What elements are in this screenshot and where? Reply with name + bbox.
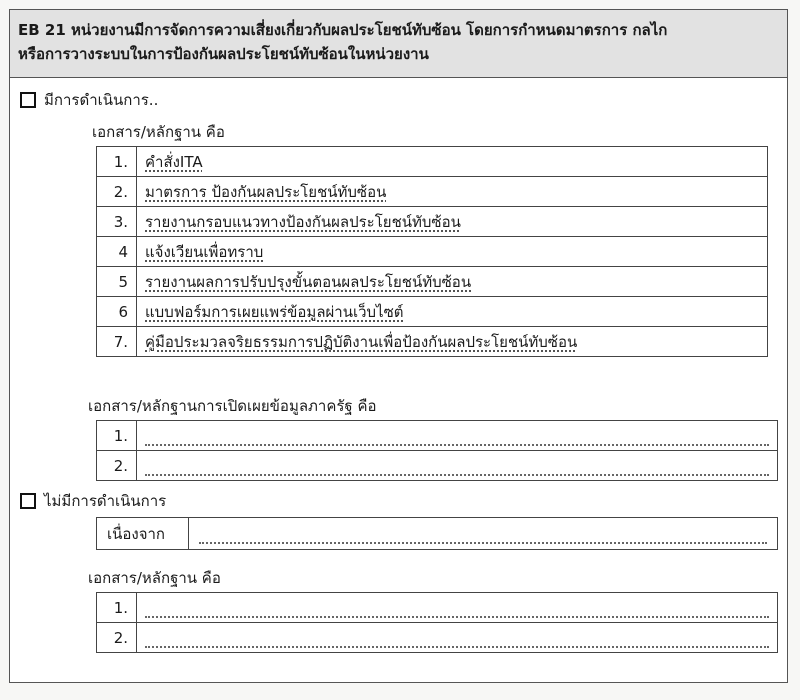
evidence-label: เอกสาร/หลักฐาน คือ [92, 123, 225, 141]
dotted-line [145, 606, 769, 618]
reason-dotted-line [199, 532, 767, 544]
row-number: 1. [97, 593, 137, 623]
evidence-table-2 [96, 592, 778, 653]
option-no-label: ไม่มีการดำเนินการ [44, 492, 167, 510]
option-yes-row[interactable] [20, 88, 158, 112]
table-row [97, 177, 768, 207]
reason-label: เนื่องจาก [97, 518, 189, 550]
blank-entry-field[interactable] [137, 451, 778, 481]
dotted-line [145, 464, 769, 476]
table-row [97, 593, 778, 623]
header-line-2: หรือการวางระบบในการป้องกันผลประโยชน์ทับซ้อนในหน่วยงาน [18, 45, 429, 63]
option-yes-label: มีการดำเนินการ.. [44, 91, 159, 109]
public-evidence-label: เอกสาร/หลักฐานการเปิดเผยข้อมูลภาครัฐ คือ [88, 397, 377, 415]
evidence-item-text[interactable]: แบบฟอร์มการเผยแพร่ข้อมูลผ่านเว็บไซต์ [137, 297, 768, 327]
reason-table [96, 517, 778, 550]
table-row [97, 327, 768, 357]
evidence-item-text[interactable]: คู่มือประมวลจริยธรรมการปฏิบัติงานเพื่อป้องกันผลประโยชน์ทับซ้อน [137, 327, 768, 357]
table-row [97, 147, 768, 177]
blank-entry-field[interactable] [137, 623, 778, 653]
evidence-item-text[interactable]: คำสั่งITA [137, 147, 768, 177]
form-header [10, 10, 787, 78]
row-number: 2. [97, 623, 137, 653]
table-row [97, 237, 768, 267]
evidence-table [96, 146, 768, 357]
dotted-line [145, 434, 769, 446]
reason-field[interactable] [189, 518, 778, 550]
option-no-row[interactable] [20, 489, 166, 513]
form-frame [9, 9, 788, 683]
blank-entry-field[interactable] [137, 593, 778, 623]
header-line-1: EB 21 หน่วยงานมีการจัดการความเสี่ยงเกี่ยวกับผลประโยชน์ทับซ้อน โดยการกำหนดมาตรการ กลไก [18, 21, 668, 39]
evidence-item-text[interactable]: รายงานผลการปรับปรุงขั้นตอนผลประโยชน์ทับซ้อน [137, 267, 768, 297]
row-number: 1. [97, 147, 137, 177]
table-row [97, 267, 768, 297]
reason-row [97, 518, 778, 550]
row-number: 4 [97, 237, 137, 267]
row-number: 1. [97, 421, 137, 451]
blank-entry-field[interactable] [137, 421, 778, 451]
evidence-item-text[interactable]: มาตรการ ป้องกันผลประโยชน์ทับซ้อน [137, 177, 768, 207]
option-yes-checkbox[interactable] [20, 92, 36, 108]
row-number: 2. [97, 451, 137, 481]
table-row [97, 421, 778, 451]
dotted-line [145, 636, 769, 648]
evidence-item-text[interactable]: แจ้งเวียนเพื่อทราบ [137, 237, 768, 267]
table-row [97, 623, 778, 653]
table-row [97, 207, 768, 237]
evidence-item-text[interactable]: รายงานกรอบแนวทางป้องกันผลประโยชน์ทับซ้อน [137, 207, 768, 237]
row-number: 7. [97, 327, 137, 357]
option-no-checkbox[interactable] [20, 493, 36, 509]
row-number: 5 [97, 267, 137, 297]
public-evidence-table [96, 420, 778, 481]
evidence-label-2: เอกสาร/หลักฐาน คือ [88, 569, 221, 587]
row-number: 2. [97, 177, 137, 207]
table-row [97, 297, 768, 327]
row-number: 3. [97, 207, 137, 237]
row-number: 6 [97, 297, 137, 327]
table-row [97, 451, 778, 481]
